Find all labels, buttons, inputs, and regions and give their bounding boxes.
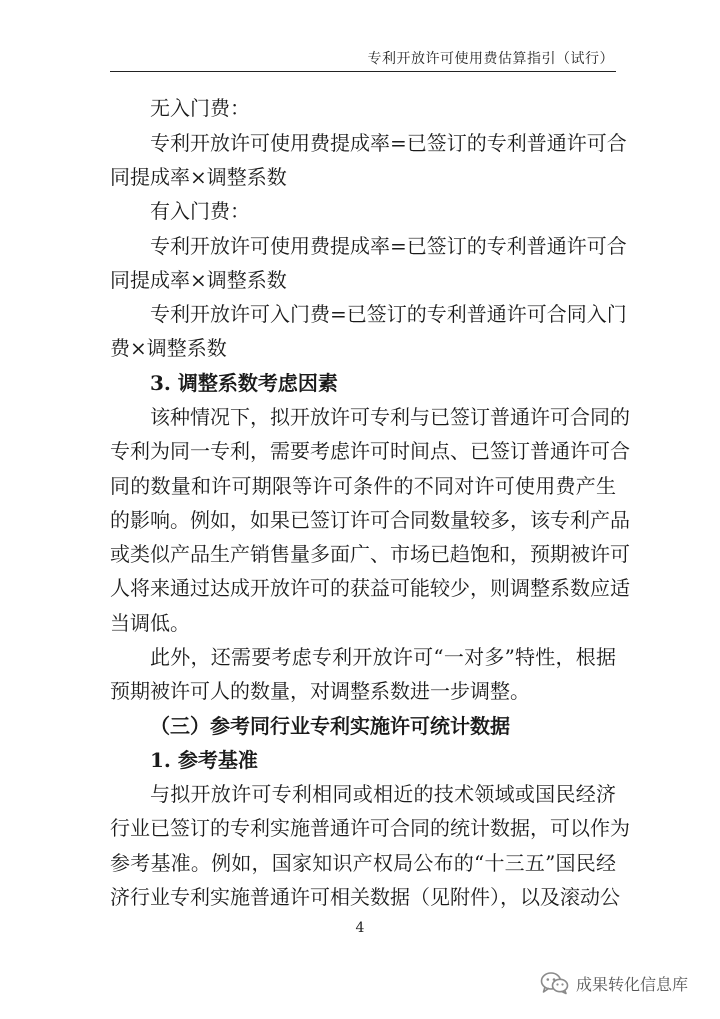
text-line: 的影响。例如，如果已签订许可合同数量较多，该专利产品: [110, 508, 630, 532]
header-title: 专利开放许可使用费估算指引（试行）: [367, 51, 614, 67]
text-line: 人将来通过达成开放许可的获益可能较少，则调整系数应适: [110, 576, 630, 600]
page-number: 4: [355, 920, 365, 936]
text-line: 专利开放许可入门费=已签订的专利普通许可合同入门: [150, 302, 627, 326]
text-line: 该种情况下，拟开放许可专利与已签订普通许可合同的: [150, 405, 630, 429]
text-line: 与拟开放许可专利相同或相近的技术领域或国民经济: [150, 782, 616, 806]
section-heading: （三）参考同行业专利实施许可统计数据: [150, 714, 510, 738]
text-line: 同的数量和许可期限等许可条件的不同对许可使用费产生: [110, 474, 616, 498]
watermark-text: 成果转化信息库: [576, 974, 689, 994]
text-line: 专利为同一专利，需要考虑许可时间点、已签订普通许可合: [110, 439, 630, 463]
text-line: 同提成率×调整系数: [110, 268, 287, 292]
text-line: 专利开放许可使用费提成率=已签订的专利普通许可合: [150, 131, 627, 155]
text-line: 有入门费：: [150, 199, 250, 223]
section-heading: 3. 调整系数考虑因素: [150, 371, 338, 395]
page-header: [110, 47, 616, 72]
text-line: 预期被许可人的数量，对调整系数进一步调整。: [110, 679, 530, 703]
text-line: 同提成率×调整系数: [110, 165, 287, 189]
text-line: 或类似产品生产销售量多面广、市场已趋饱和，预期被许可: [110, 542, 630, 566]
text-line: 此外，还需要考虑专利开放许可“一对多”特性，根据: [150, 645, 616, 669]
text-line: 参考基准。例如，国家知识产权局公布的“十三五”国民经: [110, 851, 616, 875]
watermark: [540, 969, 688, 997]
text-line: 济行业专利实施普通许可相关数据（见附件），以及滚动公: [110, 885, 620, 909]
section-heading: 1. 参考基准: [150, 748, 258, 772]
text-line: 当调低。: [110, 611, 190, 635]
text-line: 行业已签订的专利实施普通许可合同的统计数据，可以作为: [110, 816, 630, 840]
text-line: 专利开放许可使用费提成率=已签订的专利普通许可合: [150, 234, 627, 258]
text-line: 费×调整系数: [110, 336, 227, 360]
text-line: 无入门费：: [150, 96, 250, 120]
wechat-icon: [540, 971, 570, 995]
